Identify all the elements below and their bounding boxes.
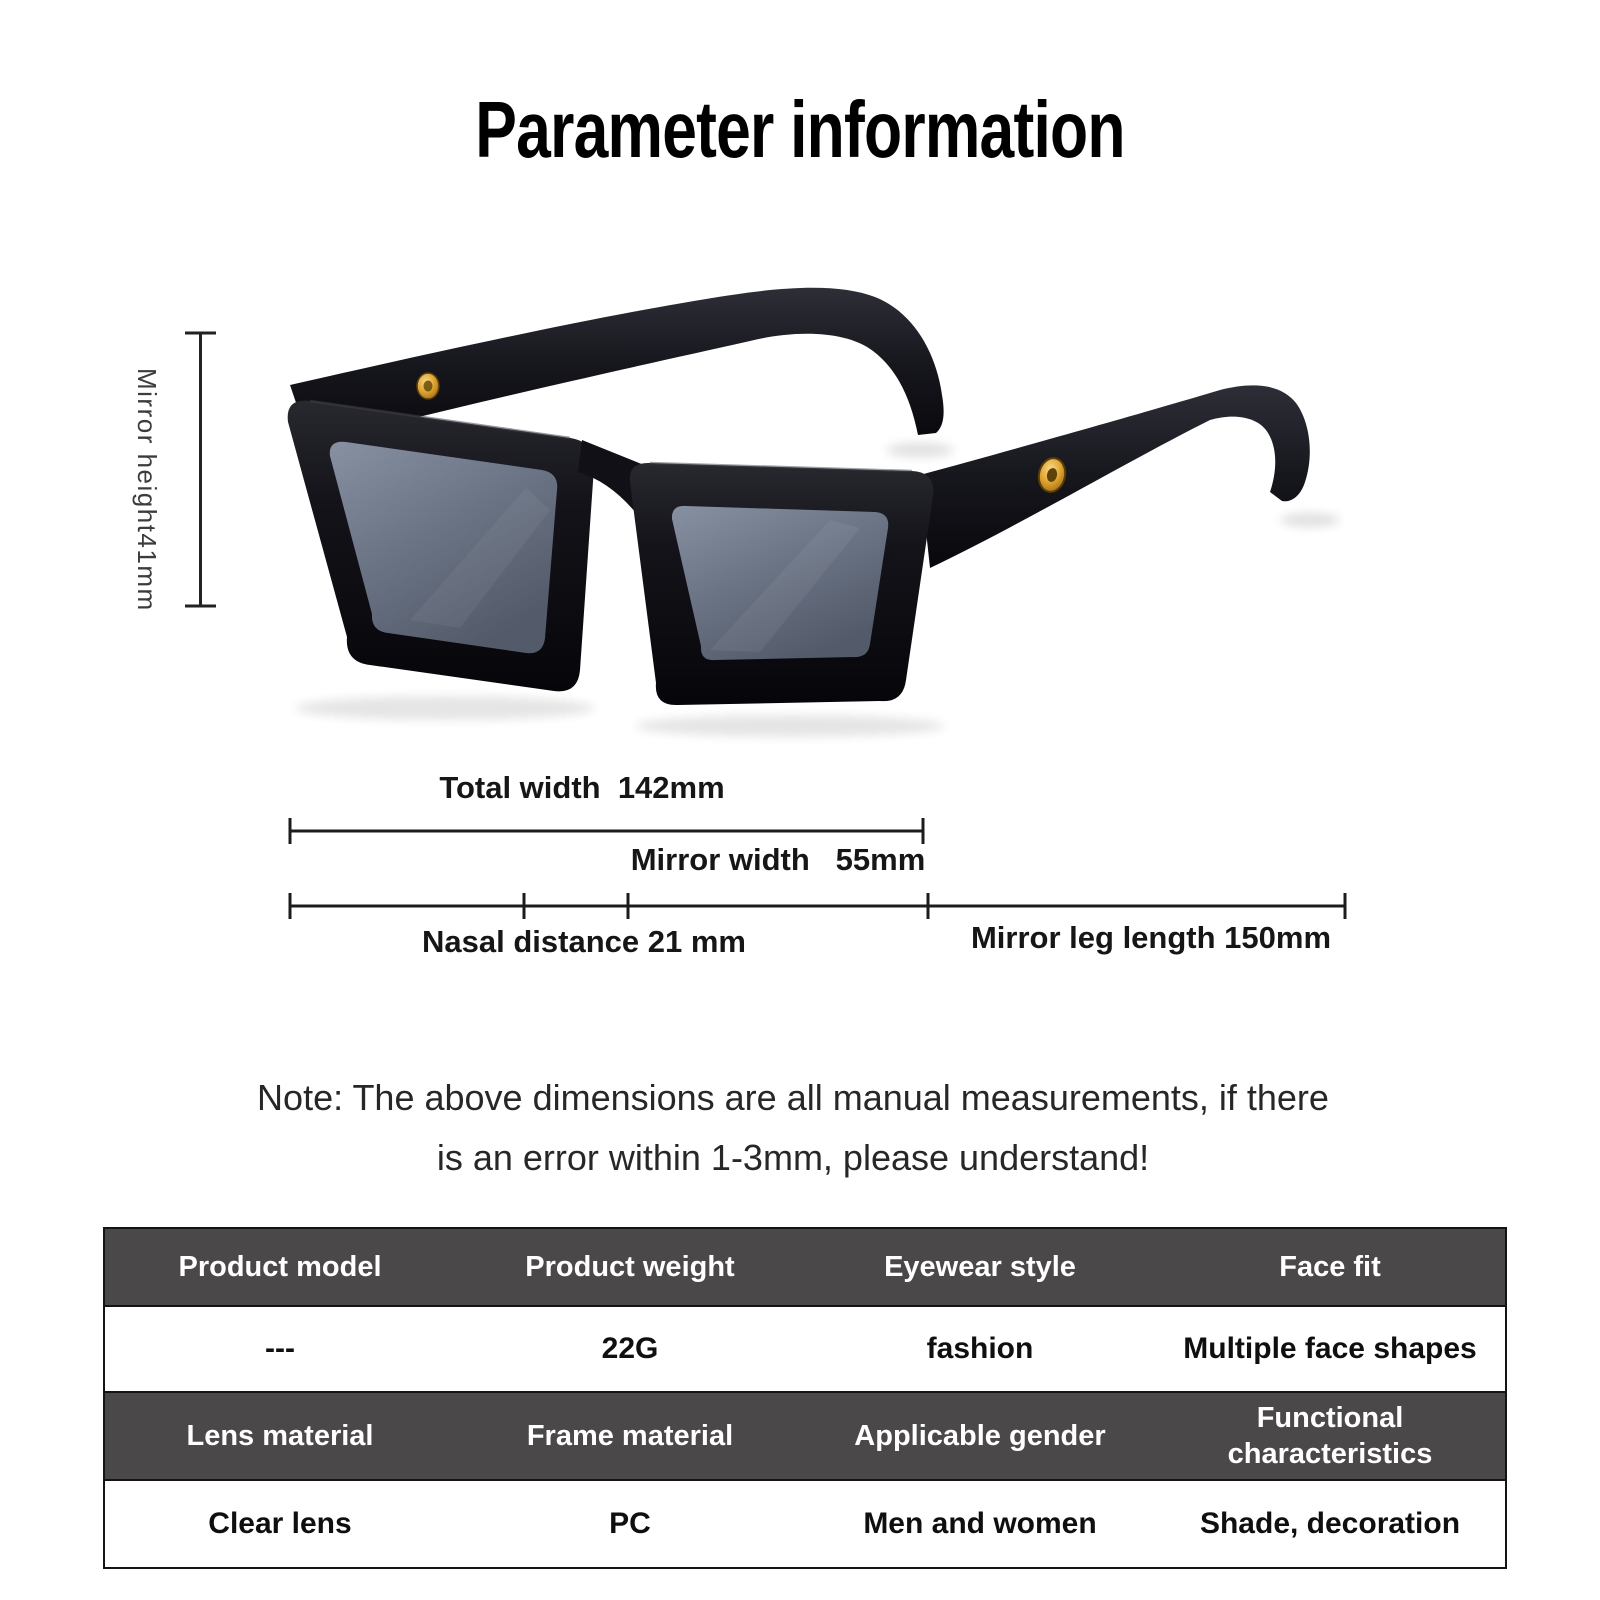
value-face-fit: Multiple face shapes [1183,1332,1477,1366]
value-frame-material: PC [609,1507,651,1541]
right-temple [920,385,1310,568]
mirror-height-dimension-line [183,330,219,610]
header-face-fit: Face fit [1279,1250,1381,1283]
table-header-row [105,1229,1505,1305]
header-applicable-gender: Applicable gender [854,1419,1106,1452]
value-product-model: --- [265,1332,295,1366]
note-line-1: Note: The above dimensions are all manual measurements, if there [257,1077,1329,1118]
header-frame-material: Frame material [526,1419,734,1452]
table-row [105,1305,1505,1391]
left-gold-rivet [417,373,439,399]
value-eyewear-style: fashion [926,1332,1034,1366]
header-product-model: Product model [178,1250,382,1283]
table-row [105,1479,1505,1567]
header-functional-characteristics: Functional characteristics [1227,1401,1433,1470]
header-product-weight: Product weight [525,1250,735,1283]
total-width-label: Total width 142mm [439,770,725,805]
spec-table [103,1227,1507,1569]
value-functional-characteristics: Shade, decoration [1199,1507,1461,1541]
nasal-distance-label: Nasal distance 21 mm [422,924,746,959]
page-title: Parameter information [475,85,1125,174]
mirror-height-label: Mirror height41mm [132,368,162,612]
table-header-row [105,1391,1505,1479]
header-lens-material: Lens material [186,1419,374,1452]
measurement-note [0,1068,1586,1189]
value-product-weight: 22G [601,1332,659,1366]
value-applicable-gender: Men and women [863,1507,1097,1541]
header-eyewear-style: Eyewear style [884,1250,1076,1283]
mirror-width-label: Mirror width 55mm [630,842,926,877]
sunglasses-product-image [230,260,1370,760]
note-line-2: is an error within 1-3mm, please understand! [436,1137,1150,1179]
value-lens-material: Clear lens [208,1507,352,1541]
mirror-leg-length-label: Mirror leg length 150mm [970,920,1332,955]
